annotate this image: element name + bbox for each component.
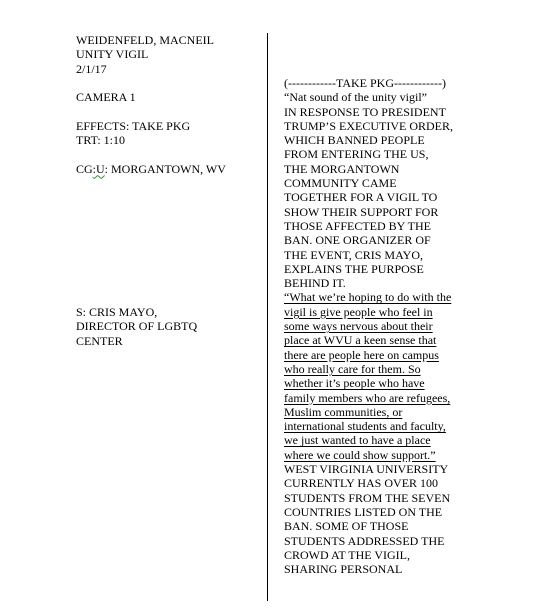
narration-line: COMMUNITY CAME: [284, 176, 397, 191]
narration-line: COUNTRIES LISTED ON THE: [284, 504, 443, 519]
sound-bite-source: [76, 305, 197, 348]
narration-line: WHICH BANNED PEOPLE: [284, 133, 425, 148]
narration-line: FROM ENTERING THE US,: [284, 147, 429, 162]
quote-line: place at WVU a keen sense that: [284, 333, 437, 348]
narration-line: BEHIND IT.: [284, 276, 346, 291]
camera-cue: [76, 90, 256, 104]
narration-line: STUDENTS ADDRESSED THE: [284, 533, 445, 548]
quote-line: Muslim communities, or: [284, 404, 403, 419]
narration-line: THOSE AFFECTED BY THE: [284, 218, 432, 233]
effects-cue: [76, 119, 256, 148]
cg-location: : MORGANTOWN, WV: [104, 161, 226, 176]
narration-line: TOGETHER FOR A VIGIL TO: [284, 190, 438, 205]
quote-line: vigil is give people who feel in: [284, 304, 433, 319]
narration-block-1: [284, 105, 464, 291]
column-divider: [267, 33, 268, 601]
slug-line: 2/1/17: [76, 61, 107, 76]
narration-line: THE MORGANTOWN: [284, 161, 400, 176]
source-line: S: CRIS MAYO,: [76, 305, 158, 319]
trt-line: TRT: 1:10: [76, 133, 126, 148]
narration-block-2: [284, 462, 464, 576]
source-line: CENTER: [76, 333, 123, 348]
narration-line: WEST VIRGINIA UNIVERSITY: [284, 462, 449, 477]
nat-sound-cue: “Nat sound of the unity vigil”: [284, 90, 427, 105]
source-line: DIRECTOR OF LGBTQ: [76, 319, 198, 334]
camera-line: CAMERA 1: [76, 90, 136, 105]
cg-cue: [76, 162, 256, 176]
quote-line: international students and faculty,: [284, 419, 446, 434]
quote-line: whether it’s people who have: [284, 376, 425, 391]
narration-line: SHARING PERSONAL: [284, 562, 403, 577]
take-pkg-cue: (------------TAKE PKG------------): [284, 76, 446, 90]
quote-line: “What we’re hoping to do with the: [284, 290, 452, 305]
narration-line: STUDENTS FROM THE SEVEN: [284, 490, 451, 505]
quote-line: some ways nervous about their: [284, 319, 433, 334]
narration-line: THE EVENT, CRIS MAYO,: [284, 247, 424, 262]
quote-line: who really care for them. So: [284, 361, 421, 376]
narration-line: BAN. ONE ORGANIZER OF: [284, 233, 431, 248]
slug-header: [76, 33, 256, 76]
narration-line: BAN. SOME OF THOSE: [284, 519, 409, 534]
quote-line: where we could show support.”: [284, 447, 436, 462]
narration-line: CROWD AT THE VIGIL,: [284, 547, 410, 562]
quote-line: family members who are refugees,: [284, 390, 451, 405]
slug-line: WEIDENFELD, MACNEIL: [76, 33, 214, 47]
narration-line: TRUMP’S EXECUTIVE ORDER,: [284, 118, 454, 133]
slug-line: UNITY VIGIL: [76, 47, 149, 62]
cg-line: [76, 162, 256, 176]
right-column: [284, 76, 464, 576]
narration-line: EXPLAINS THE PURPOSE: [284, 261, 424, 276]
spellcheck-mark: :U: [92, 161, 105, 176]
effects-line: EFFECTS: TAKE PKG: [76, 118, 191, 133]
quote-line: we just wanted to have a place: [284, 433, 431, 448]
narration-line: IN RESPONSE TO PRESIDENT: [284, 104, 446, 119]
cg-prefix: CG: [76, 161, 93, 176]
sound-bite-quote: [284, 290, 464, 462]
narration-line: CURRENTLY HAS OVER 100: [284, 476, 439, 491]
narration-line: SHOW THEIR SUPPORT FOR: [284, 204, 439, 219]
quote-line: there are people here on campus: [284, 347, 439, 362]
left-column: [76, 33, 256, 348]
